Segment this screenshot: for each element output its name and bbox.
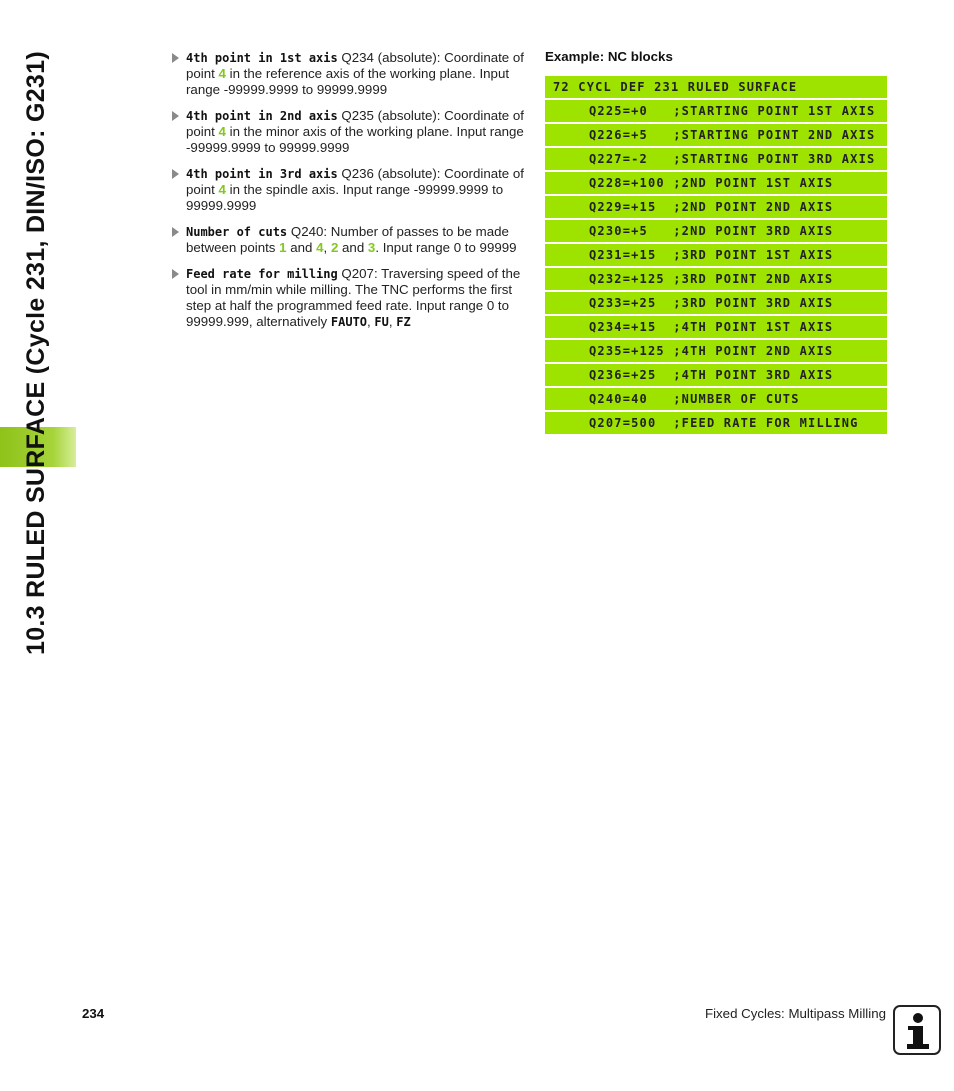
footer-section-title: Fixed Cycles: Multipass Milling [704, 1006, 886, 1021]
option-fu: FU [374, 315, 389, 329]
nc-block-row: Q230=+5 ;2ND POINT 3RD AXIS [545, 220, 887, 242]
nc-block-row: 72 CYCL DEF 231 RULED SURFACE [545, 76, 887, 98]
example-title: Example: NC blocks [545, 49, 673, 64]
option-fauto: FAUTO [330, 315, 368, 329]
nc-block-row: Q229=+15 ;2ND POINT 2ND AXIS [545, 196, 887, 218]
nc-block-row: Q227=-2 ;STARTING POINT 3RD AXIS [545, 148, 887, 170]
nc-block-row: Q235=+125 ;4TH POINT 2ND AXIS [545, 340, 887, 362]
param-name: Number of cuts [186, 225, 288, 239]
nc-block-row: Q228=+100 ;2ND POINT 1ST AXIS [545, 172, 887, 194]
point-ref: 3 [367, 240, 376, 255]
point-ref: 4 [218, 124, 226, 139]
option-fz: FZ [396, 315, 411, 329]
bullet-arrow-icon [172, 53, 179, 63]
point-ref: 4 [218, 182, 226, 197]
point-ref: 4 [218, 66, 226, 81]
page-number: 234 [82, 1006, 105, 1021]
nc-block-row: Q234=+15 ;4TH POINT 1ST AXIS [545, 316, 887, 338]
param-name: Feed rate for milling [186, 267, 338, 281]
param-q207: Feed rate for milling Q207: Traversing speed of the tool in mm/min while milling. The TNC performs the first step at half the programmed feed rate. Input range 0 to 99999.999, alternatively FAUTO, FU, FZ [172, 266, 524, 330]
bullet-arrow-icon [172, 111, 179, 121]
nc-block-table [545, 76, 887, 436]
nc-block-row: Q225=+0 ;STARTING POINT 1ST AXIS [545, 100, 887, 122]
point-ref: 1 [279, 240, 287, 255]
bullet-arrow-icon [172, 227, 179, 237]
param-name: 4th point in 2nd axis [186, 109, 338, 123]
nc-block-row: Q226=+5 ;STARTING POINT 2ND AXIS [545, 124, 887, 146]
param-name: 4th point in 1st axis [186, 51, 338, 65]
nc-block-row: Q240=40 ;NUMBER OF CUTS [545, 388, 887, 410]
param-q235: 4th point in 2nd axis Q235 (absolute): Coordinate of point 4 in the minor axis of the working plane. Input range -99999.9999 to 99999.9999 [172, 108, 524, 156]
info-icon [893, 1005, 941, 1055]
nc-block-row: Q236=+25 ;4TH POINT 3RD AXIS [545, 364, 887, 386]
nc-block-row: Q233=+25 ;3RD POINT 3RD AXIS [545, 292, 887, 314]
param-name: 4th point in 3rd axis [186, 167, 338, 181]
chapter-title: 10.3 RULED SURFACE (Cycle 231, DIN/ISO: G231) [22, 51, 50, 655]
param-q240: Number of cuts Q240: Number of passes to be made between points 1 and 4, 2 and 3. Input range 0 to 99999 [172, 224, 524, 256]
nc-block-row: Q231=+15 ;3RD POINT 1ST AXIS [545, 244, 887, 266]
point-ref: 2 [330, 240, 339, 255]
param-q236: 4th point in 3rd axis Q236 (absolute): Coordinate of point 4 in the spindle axis. Input range -99999.9999 to 99999.9999 [172, 166, 524, 214]
bullet-arrow-icon [172, 269, 179, 279]
nc-block-row: Q232=+125 ;3RD POINT 2ND AXIS [545, 268, 887, 290]
bullet-arrow-icon [172, 169, 179, 179]
param-q234: 4th point in 1st axis Q234 (absolute): Coordinate of point 4 in the reference axis of the working plane. Input range -99999.9999 to 99999.9999 [172, 50, 524, 98]
parameter-list [172, 50, 524, 340]
nc-block-row: Q207=500 ;FEED RATE FOR MILLING [545, 412, 887, 434]
point-ref: 4 [316, 240, 324, 255]
